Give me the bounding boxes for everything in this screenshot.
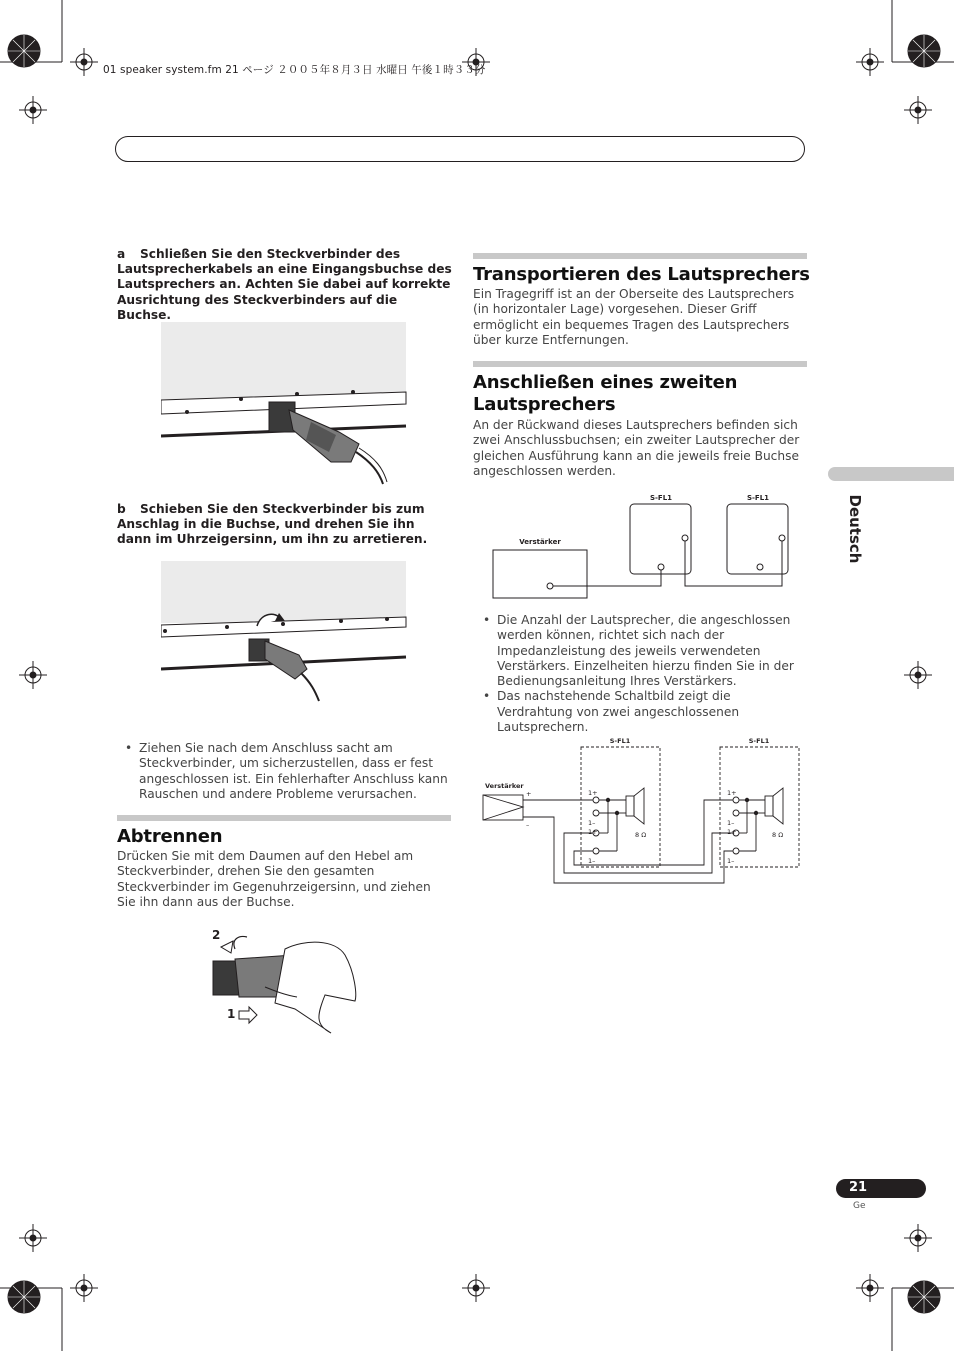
lock-plug-figure [161, 561, 407, 703]
wiring-spk1-label: S-FL1 [609, 737, 631, 745]
left-bullet-list [117, 741, 452, 802]
wiring-plus-label: + [526, 790, 532, 798]
section-divider [117, 815, 451, 821]
wiring-minus-label: – [526, 821, 530, 829]
abtrennen-heading: Abtrennen [117, 826, 223, 847]
spk2-t2-plus: 1+ [727, 828, 737, 836]
spk1-t2-plus: 1+ [588, 828, 598, 836]
language-label-wrap [845, 490, 865, 570]
section-divider [473, 253, 807, 259]
wiring-amp-label: Verstärker [485, 782, 524, 790]
abtrennen-text: Drücken Sie mit dem Daumen auf den Hebel am Steckverbinder, drehen Sie den gesamten Steckverbinder im Gegenuhrzeigersinn, und ziehen Sie ihn dann aus der Buchse. [117, 849, 431, 909]
second-heading-line2: Lautsprechers [473, 394, 616, 415]
step-a-text: Schließen Sie den Steckverbinder des Lautsprecherkabels an eine Eingangsbuchse des Lautsprechers an. Achten Sie dabei auf korrekte Ausrichtung des Steckverbinders auf die Buchse. [117, 247, 452, 322]
second-heading-line1: Anschließen eines zweiten [473, 372, 738, 393]
transport-heading: Transportieren des Lautsprechers [473, 264, 810, 285]
list-item: • Die Anzahl der Lautsprecher, die angeschlossen werden können, richtet sich nach der Impedanzleistung des jeweils verwendeten Verstärkers. Einzelheiten hierzu finden Sie in der Bedienungsanleitung Ihres Verstärkers. [475, 613, 809, 689]
diagram1-spk1-label: S-FL1 [649, 494, 673, 502]
diagram1-amp-label: Verstärker [519, 538, 561, 546]
spk1-t2-minus: 1– [588, 857, 596, 865]
spk2-impedance: 8 Ω [772, 831, 784, 839]
right-bullet-list [475, 613, 809, 735]
step-b [117, 502, 452, 548]
spk2-t2-minus: 1– [727, 857, 735, 865]
step-a-label: a [117, 247, 126, 261]
language-label: Deutsch [846, 494, 864, 564]
spk1-t1-minus: 1– [588, 819, 596, 827]
wiring-diagram [480, 733, 810, 888]
second-speaker-heading [473, 372, 737, 416]
page-number: 21 [848, 1180, 868, 1195]
file-info-header: 01 speaker system.fm 21 ページ ２００５年８月３日 水曜日 午後１時３３分 [103, 64, 486, 76]
second-speaker-text: An der Rückwand dieses Lautsprechers befinden sich zwei Anschlussbuchsen; ein zweiter Lautsprecher der gleichen Ausführung kann an die jeweils freie Buchse angeschlossen werden. [473, 418, 800, 478]
section-divider [473, 361, 807, 367]
disconnect-figure [205, 925, 365, 1040]
list-item: • Das nachstehende Schaltbild zeigt die Verdrahtung von zwei angeschlossenen Lautsprechern. [475, 689, 809, 735]
spk1-t1-plus: 1+ [588, 789, 598, 797]
spk2-t1-plus: 1+ [727, 789, 737, 797]
diagram1-spk2-label: S-FL1 [746, 494, 770, 502]
step-a [117, 247, 452, 323]
language-tab [828, 467, 954, 481]
chapter-banner [115, 136, 805, 162]
connect-plug-figure [161, 322, 407, 488]
fig-label-2: 2 [212, 928, 221, 942]
spk1-impedance: 8 Ω [635, 831, 647, 839]
transport-text: Ein Tragegriff ist an der Oberseite des Lautsprechers (in horizontaler Lage) vorgesehen. Dieser Griff ermöglicht ein bequemes Tragen des Lautsprechers über kurze Entfernungen. [473, 287, 795, 347]
page-language-code: Ge [853, 1201, 866, 1211]
step-b-label: b [117, 502, 126, 516]
spk2-t1-minus: 1– [727, 819, 735, 827]
wiring-spk2-label: S-FL1 [748, 737, 770, 745]
step-b-text: Schieben Sie den Steckverbinder bis zum Anschlag in die Buchse, und drehen Sie ihn dann im Uhrzeigersinn, um ihn zu arretieren. [117, 502, 428, 547]
list-item: • Ziehen Sie nach dem Anschluss sacht am Steckverbinder, um sicherzustellen, dass er fest angeschlossen ist. Ein fehlerhafter Anschluss kann Rauschen und andere Probleme verursachen. [117, 741, 452, 802]
fig-label-1: 1 [227, 1007, 236, 1021]
connection-diagram-1 [490, 490, 800, 602]
